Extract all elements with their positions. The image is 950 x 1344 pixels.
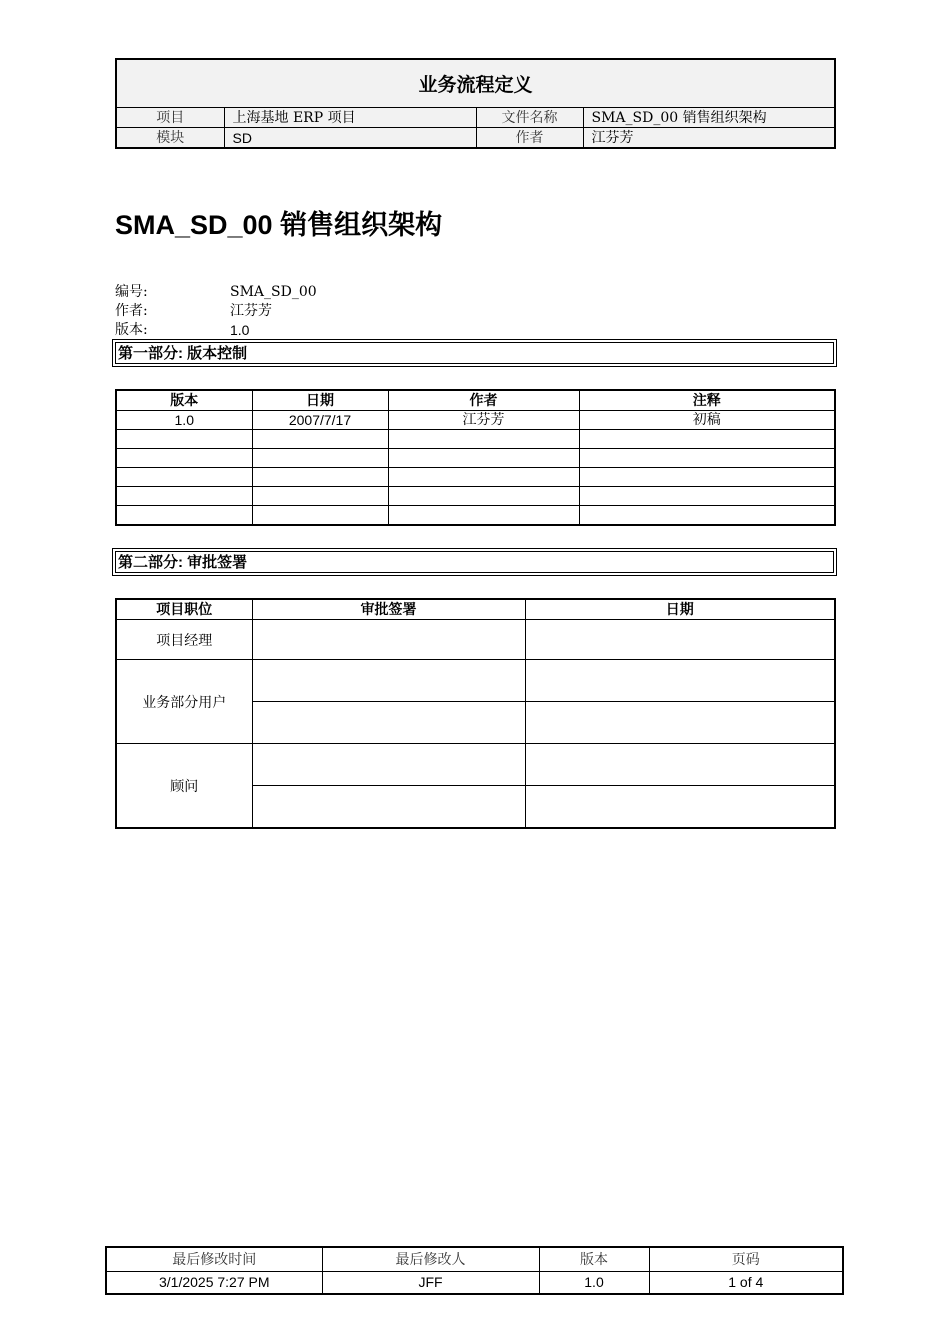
module-value: SD — [224, 128, 476, 148]
history-header-version: 版本 — [116, 390, 252, 411]
footer-value-row — [106, 1272, 843, 1295]
footer-value-modified-time: 3/1/2025 7:27 PM — [106, 1272, 322, 1295]
author-label: 作者 — [476, 128, 583, 148]
table-row — [116, 411, 835, 430]
history-empty-cell — [252, 449, 388, 468]
approval-signature-cell — [252, 620, 525, 660]
approval-date-cell — [525, 660, 835, 702]
history-header-row — [116, 390, 835, 411]
section-approval — [112, 548, 837, 576]
meta-version-label: 版本: — [115, 322, 148, 338]
meta-author-row — [115, 302, 317, 321]
approval-date-cell — [525, 620, 835, 660]
module-label: 模块 — [117, 128, 224, 148]
history-empty-cell — [579, 449, 835, 468]
table-row — [116, 620, 835, 660]
history-empty-cell — [579, 487, 835, 506]
table-row — [116, 660, 835, 702]
approval-date-cell — [525, 744, 835, 786]
footer-label-modified-by: 最后修改人 — [322, 1247, 539, 1272]
meta-number-label: 编号: — [115, 284, 148, 300]
document-header — [115, 58, 836, 149]
history-header-notes: 注释 — [579, 390, 835, 411]
meta-author-value: 江芬芳 — [230, 303, 272, 319]
history-empty-cell — [252, 430, 388, 449]
footer-label-modified-time: 最后修改时间 — [106, 1247, 322, 1272]
history-empty-cell — [388, 468, 579, 487]
history-empty-cell — [252, 487, 388, 506]
history-empty-cell — [388, 487, 579, 506]
history-empty-cell — [252, 468, 388, 487]
meta-number-value: SMA_SD_00 — [230, 284, 317, 300]
approval-signature-cell — [252, 702, 525, 744]
footer-label-version: 版本 — [539, 1247, 649, 1272]
history-cell-notes: 初稿 — [579, 411, 835, 430]
filename-value: SMA_SD_00 销售组织架构 — [583, 108, 834, 128]
approval-date-cell — [525, 702, 835, 744]
document-title: SMA_SD_00 销售组织架构 — [115, 210, 443, 240]
history-header-author: 作者 — [388, 390, 579, 411]
history-header-date: 日期 — [252, 390, 388, 411]
header-info-table — [117, 108, 834, 147]
approval-signature-cell — [252, 786, 525, 829]
footer-label-row — [106, 1247, 843, 1272]
project-value: 上海基地 ERP 项目 — [224, 108, 476, 128]
approval-signature-cell — [252, 744, 525, 786]
footer-value-modified-by: JFF — [322, 1272, 539, 1295]
table-row — [116, 449, 835, 468]
history-empty-cell — [116, 506, 252, 526]
meta-number-row — [115, 283, 317, 302]
author-value: 江芬芳 — [583, 128, 834, 148]
history-empty-cell — [579, 506, 835, 526]
approval-date-cell — [525, 786, 835, 829]
history-empty-cell — [388, 449, 579, 468]
header-title: 业务流程定义 — [117, 60, 834, 108]
approval-signature-cell — [252, 660, 525, 702]
approval-header-signature: 审批签署 — [252, 599, 525, 620]
approval-header-role: 项目职位 — [116, 599, 252, 620]
history-empty-cell — [579, 430, 835, 449]
project-label: 项目 — [117, 108, 224, 128]
document-meta — [115, 283, 317, 340]
history-empty-cell — [388, 506, 579, 526]
section-approval-title: 第二部分: 审批签署 — [115, 551, 834, 573]
approval-role-consultant: 顾问 — [116, 744, 252, 829]
table-row — [116, 744, 835, 786]
history-cell-author: 江芬芳 — [388, 411, 579, 430]
history-cell-date: 2007/7/17 — [252, 411, 388, 430]
meta-version-row — [115, 321, 317, 340]
section-version-control — [112, 339, 837, 367]
history-empty-cell — [252, 506, 388, 526]
version-history-table — [115, 389, 836, 526]
table-row — [116, 487, 835, 506]
footer-label-page: 页码 — [649, 1247, 843, 1272]
history-cell-version: 1.0 — [116, 411, 252, 430]
table-row — [116, 430, 835, 449]
history-empty-cell — [116, 468, 252, 487]
meta-author-label: 作者: — [115, 303, 148, 319]
filename-label: 文件名称 — [476, 108, 583, 128]
table-row — [116, 506, 835, 526]
approval-role-pm: 项目经理 — [116, 620, 252, 660]
footer-value-page: 1 of 4 — [649, 1272, 843, 1295]
meta-version-value: 1.0 — [230, 322, 250, 338]
approval-header-row — [116, 599, 835, 620]
history-empty-cell — [116, 449, 252, 468]
page-footer — [105, 1246, 844, 1295]
approval-header-date: 日期 — [525, 599, 835, 620]
history-empty-cell — [116, 487, 252, 506]
footer-value-version: 1.0 — [539, 1272, 649, 1295]
approval-table — [115, 598, 836, 829]
approval-role-business-user: 业务部分用户 — [116, 660, 252, 744]
table-row — [116, 468, 835, 487]
section-version-control-title: 第一部分: 版本控制 — [115, 342, 834, 364]
history-empty-cell — [388, 430, 579, 449]
history-empty-cell — [579, 468, 835, 487]
history-empty-cell — [116, 430, 252, 449]
